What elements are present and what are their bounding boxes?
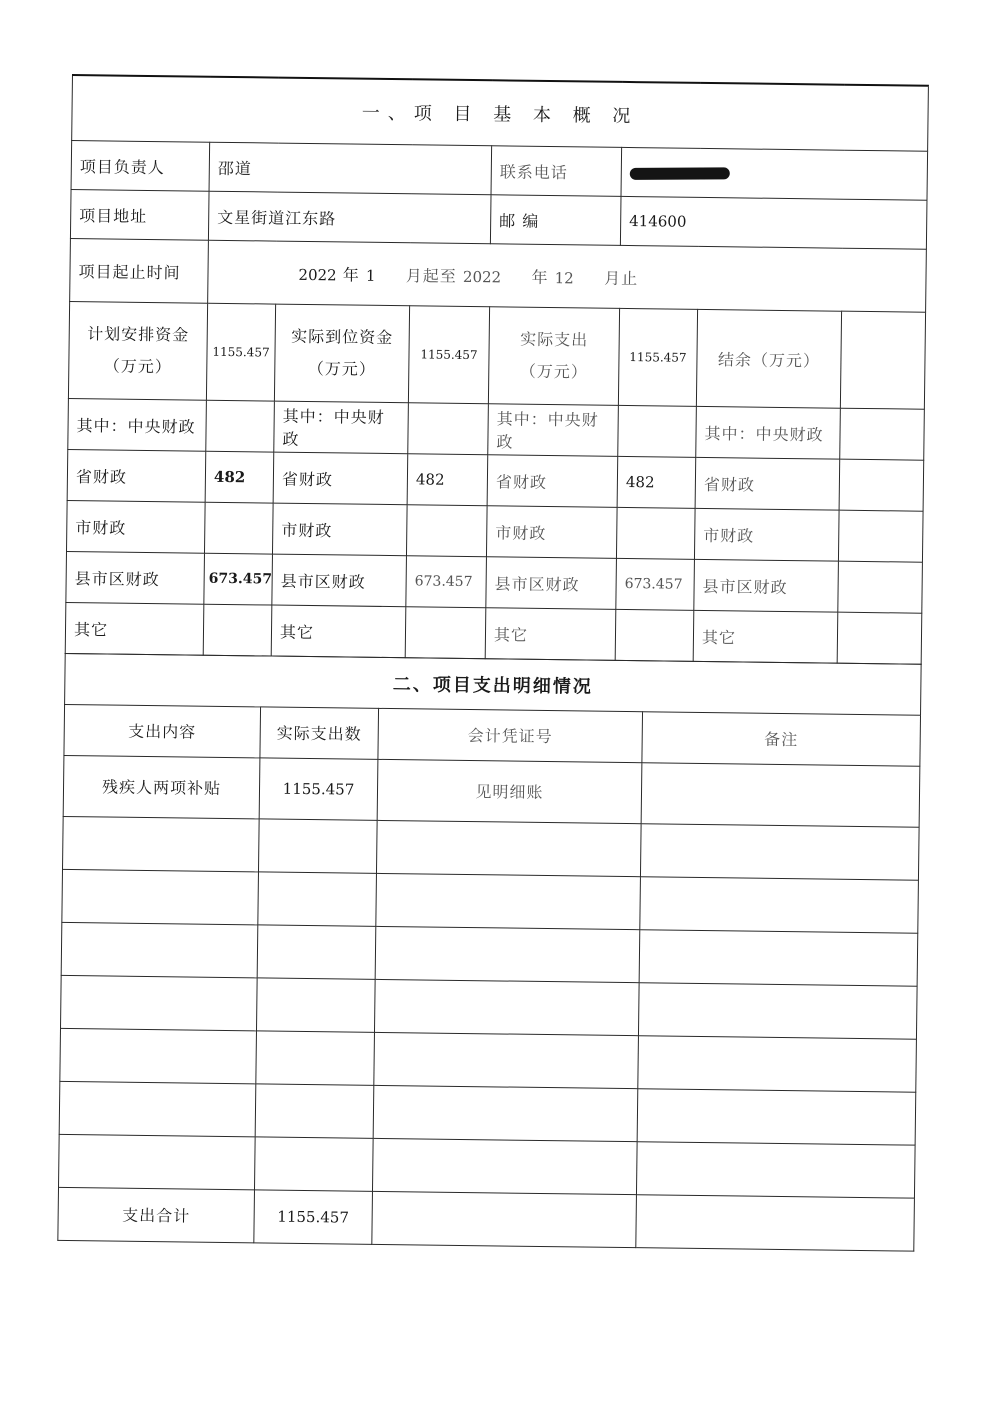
empty-row-cell <box>62 869 259 924</box>
spend-province: 482 <box>617 456 696 508</box>
row1-voucher: 见明细账 <box>377 759 642 823</box>
arrive-province-label: 省财政 <box>273 452 408 505</box>
section1-title: 一、项 目 基 本 概 况 <box>72 75 929 151</box>
col-voucher: 会计凭证号 <box>378 708 643 762</box>
year-unit-2: 年 <box>531 267 549 287</box>
arrive-label <box>274 304 409 403</box>
arrive-other <box>405 607 486 659</box>
balance-central-label: 其中：中央财政 <box>696 406 841 459</box>
empty-row-cell <box>372 1138 637 1194</box>
balance-county <box>838 561 923 613</box>
empty-row-cell <box>640 823 919 879</box>
arrive-county-label: 县市区财政 <box>272 554 407 607</box>
spend-value: 1155.457 <box>618 308 697 406</box>
year-unit: 年 <box>342 264 360 285</box>
empty-row-cell <box>376 820 641 876</box>
empty-row-cell <box>255 1083 374 1137</box>
project-overview-table <box>65 74 929 665</box>
empty-row-cell <box>258 871 377 925</box>
leader-label: 项目负责人 <box>71 141 210 192</box>
end-year: 2022 <box>462 267 502 286</box>
col-amount: 实际支出数 <box>260 706 379 758</box>
empty-row-cell <box>61 922 258 977</box>
plan-province: 482 <box>205 451 274 503</box>
section2-title: 二、项目支出明细情况 <box>65 653 922 715</box>
empty-row-cell <box>638 1035 917 1091</box>
phone-value <box>621 147 928 200</box>
province-label: 省财政 <box>67 449 206 502</box>
central-label: 其中：中央财政 <box>68 398 207 451</box>
plan-label-text: 计划安排资金 <box>87 324 190 345</box>
total-voucher <box>372 1191 637 1247</box>
balance-province <box>839 459 924 511</box>
period-label: 项目起止时间 <box>70 238 209 303</box>
balance-county-label: 县市区财政 <box>694 559 839 612</box>
empty-row-cell <box>638 982 917 1038</box>
empty-row-cell <box>256 1030 375 1084</box>
total-label: 支出合计 <box>58 1187 255 1242</box>
empty-row-cell <box>257 924 376 978</box>
phone-label: 联系电话 <box>491 146 622 197</box>
balance-province-label: 省财政 <box>695 457 840 510</box>
empty-row-cell <box>63 816 260 871</box>
arrive-value: 1155.457 <box>408 306 489 404</box>
balance-city <box>838 510 923 562</box>
empty-row-cell <box>254 1136 373 1190</box>
leader-value: 邵道 <box>209 142 492 195</box>
arrive-county: 673.457 <box>406 556 487 608</box>
col-remark: 备注 <box>642 711 921 765</box>
empty-row-cell <box>256 977 375 1031</box>
spend-central <box>618 405 697 457</box>
total-remark <box>636 1194 915 1250</box>
plan-unit: （万元） <box>103 356 172 377</box>
row1-content: 残疾人两项补贴 <box>63 755 260 818</box>
end-text: 月止 <box>604 268 639 288</box>
empty-row-cell <box>639 929 918 985</box>
form-sheet <box>57 74 928 1251</box>
empty-row-cell <box>640 876 919 932</box>
empty-row-cell <box>375 926 640 982</box>
row1-remark <box>641 762 920 826</box>
redaction-mark <box>630 167 730 179</box>
empty-row-cell <box>61 975 258 1030</box>
county-label: 县市区财政 <box>66 551 205 604</box>
period-value <box>208 240 927 312</box>
plan-label <box>68 301 207 400</box>
start-year: 2022 <box>298 265 337 284</box>
zip-value: 414600 <box>620 196 927 249</box>
balance-other <box>837 612 922 664</box>
empty-row-cell <box>636 1141 915 1197</box>
row1-amount: 1155.457 <box>259 757 378 819</box>
spend-unit: （万元） <box>519 361 588 382</box>
city-label: 市财政 <box>66 500 205 553</box>
empty-row-cell <box>374 979 639 1035</box>
empty-row-cell <box>59 1081 256 1136</box>
spend-province-label: 省财政 <box>487 455 618 508</box>
start-month: 1 <box>365 266 376 285</box>
arrive-province: 482 <box>407 454 488 506</box>
balance-value <box>840 311 925 409</box>
empty-row-cell <box>374 1032 639 1088</box>
arrive-city-label: 市财政 <box>272 503 407 556</box>
spend-central-label: 其中：中央财政 <box>488 404 619 457</box>
other-label: 其它 <box>65 602 204 655</box>
plan-value: 1155.457 <box>206 303 275 401</box>
spend-city-label: 市财政 <box>486 506 617 559</box>
plan-central <box>206 400 275 452</box>
balance-city-label: 市财政 <box>694 508 839 561</box>
from-text: 月起至 <box>405 265 458 286</box>
zip-label: 邮 编 <box>490 195 621 246</box>
plan-other <box>203 604 272 656</box>
empty-row-cell <box>637 1088 916 1144</box>
arrive-central <box>408 403 489 455</box>
spend-county-label: 县市区财政 <box>486 557 617 610</box>
plan-county: 673.457 <box>204 553 273 605</box>
col-content: 支出内容 <box>64 704 261 757</box>
arrive-label-text: 实际到位资金 <box>291 326 394 348</box>
spend-label <box>488 307 619 406</box>
spend-city <box>616 507 695 559</box>
address-label: 项目地址 <box>70 189 209 240</box>
empty-row-cell <box>373 1085 638 1141</box>
balance-other-label: 其它 <box>693 610 838 663</box>
plan-city <box>204 502 273 554</box>
total-amount: 1155.457 <box>254 1189 373 1243</box>
balance-label: 结余（万元） <box>696 309 841 408</box>
spend-county: 673.457 <box>616 558 695 610</box>
empty-row-cell <box>376 873 641 929</box>
empty-row-cell <box>60 1028 257 1083</box>
spend-other-label: 其它 <box>485 608 616 661</box>
empty-row-cell <box>258 818 377 872</box>
expense-detail-table <box>57 652 921 1251</box>
spend-label-text: 实际支出 <box>520 329 589 350</box>
arrive-city <box>406 505 487 557</box>
arrive-unit: （万元） <box>307 358 376 379</box>
end-month: 12 <box>554 268 574 287</box>
arrive-central-label: 其中：中央财政 <box>274 401 409 454</box>
empty-row-cell <box>59 1134 256 1189</box>
arrive-other-label: 其它 <box>271 605 406 658</box>
spend-other <box>615 609 694 661</box>
address-value: 文星街道江东路 <box>208 191 491 244</box>
balance-central <box>840 408 925 460</box>
